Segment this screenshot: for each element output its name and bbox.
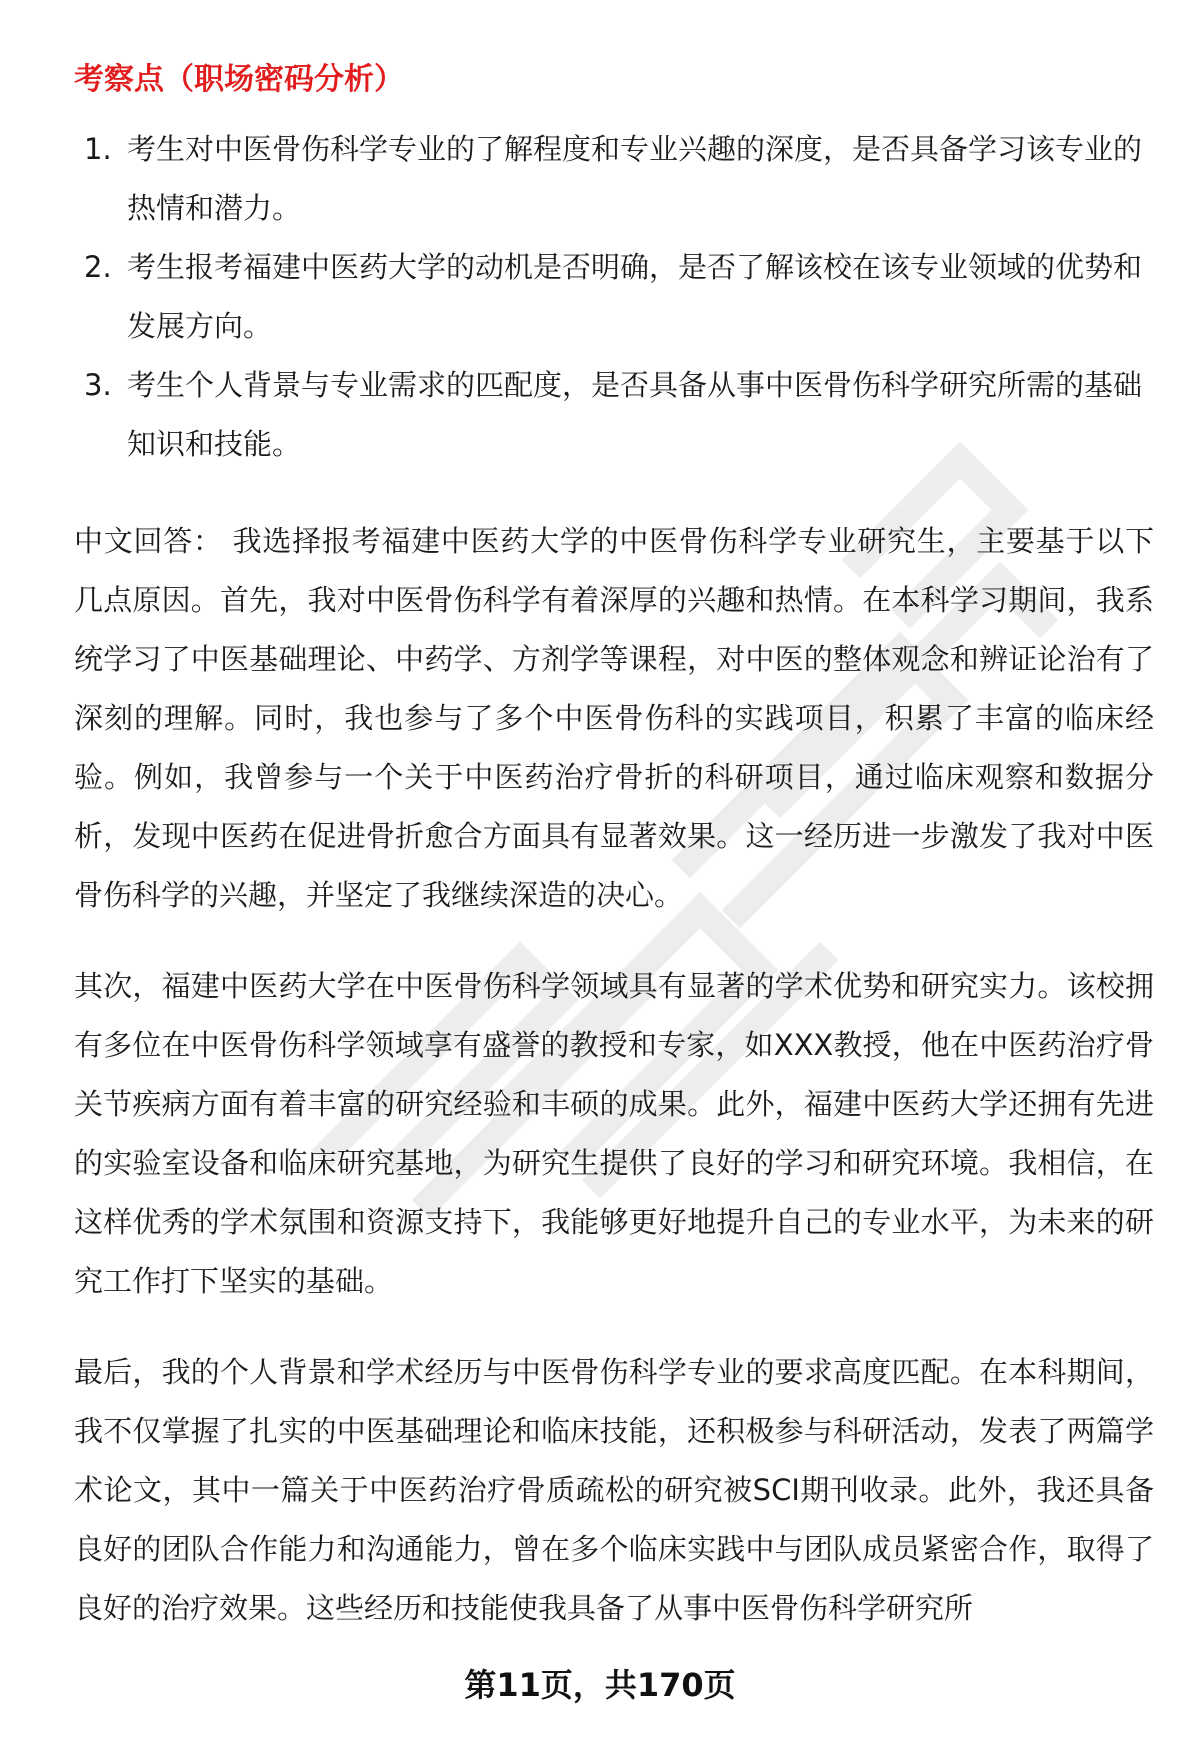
document-page bbox=[74, 60, 1154, 1638]
section-title: 考察点（职场密码分析） bbox=[74, 62, 404, 97]
list-item-text: 考生对中医骨伤科学专业的了解程度和专业兴趣的深度，是否具备学习该专业的热情和潜力。 bbox=[127, 132, 1143, 225]
list-item-text: 考生个人背景与专业需求的匹配度，是否具备从事中医骨伤科学研究所需的基础知识和技能。 bbox=[127, 368, 1143, 461]
list-item bbox=[74, 356, 1154, 474]
list-item bbox=[74, 238, 1154, 356]
page-number-footer: 第11页，共170页 bbox=[464, 1666, 736, 1704]
list-item-number: 3. bbox=[84, 368, 112, 402]
answer-paragraph: 中文回答： 我选择报考福建中医药大学的中医骨伤科学专业研究生，主要基于以下几点原因。首先，我对中医骨伤科学有着深厚的兴趣和热情。在本科学习期间，我系统学习了中医基础理论、中药学、方剂学等课程，对中医的整体观念和辨证论治有了深刻的理解。同时，我也参与了多个中医骨伤科的实践项目，积累了丰富的临床经验。例如，我曾参与一个关于中医药治疗骨折的科研项目，通过临床观察和数据分析，发现中医药在促进骨折愈合方面具有显著效果。这一经历进一步激发了我对中医骨伤科学的兴趣，并坚定了我继续深造的决心。 bbox=[74, 524, 1154, 912]
list-item-number: 1. bbox=[84, 132, 112, 166]
list-item bbox=[74, 120, 1154, 238]
list-item-text: 考生报考福建中医药大学的动机是否明确，是否了解该校在该专业领域的优势和发展方向。 bbox=[127, 250, 1143, 343]
list-item-number: 2. bbox=[84, 250, 112, 284]
exam-points-list bbox=[74, 120, 1154, 474]
answer-paragraph: 其次，福建中医药大学在中医骨伤科学领域具有显著的学术优势和研究实力。该校拥有多位在中医骨伤科学领域享有盛誉的教授和专家，如XXX教授，他在中医药治疗骨关节疾病方面有着丰富的研究经验和丰硕的成果。此外，福建中医药大学还拥有先进的实验室设备和临床研究基地，为研究生提供了良好的学习和研究环境。我相信，在这样优秀的学术氛围和资源支持下，我能够更好地提升自己的专业水平，为未来的研究工作打下坚实的基础。 bbox=[74, 969, 1154, 1298]
answer-paragraph: 最后，我的个人背景和学术经历与中医骨伤科学专业的要求高度匹配。在本科期间，我不仅掌握了扎实的中医基础理论和临床技能，还积极参与科研活动，发表了两篇学术论文，其中一篇关于中医药治疗骨质疏松的研究被SCI期刊收录。此外，我还具备良好的团队合作能力和沟通能力，曾在多个临床实践中与团队成员紧密合作，取得了良好的治疗效果。这些经历和技能使我具备了从事中医骨伤科学研究所 bbox=[74, 1355, 1154, 1625]
